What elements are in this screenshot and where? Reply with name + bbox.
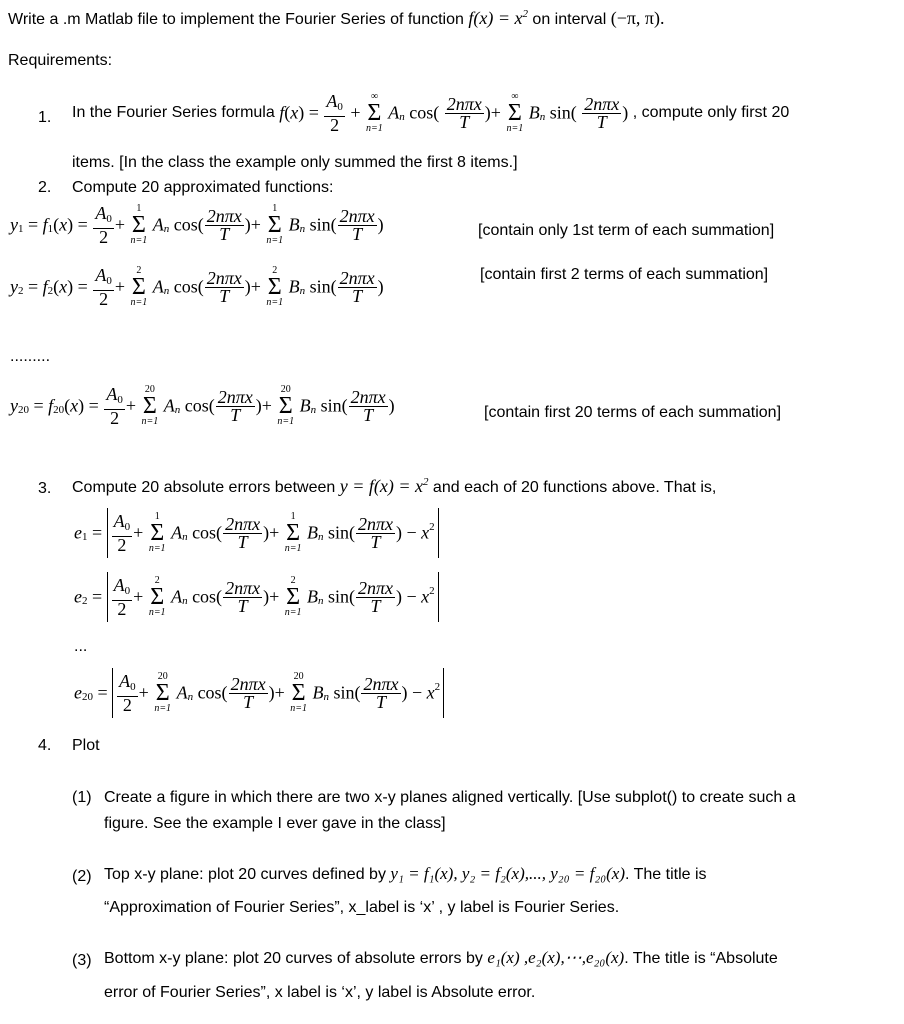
plot-step-3-line-1 bbox=[104, 948, 778, 968]
e-ellipsis: ... bbox=[74, 638, 88, 655]
item-1-text: In the Fourier Series formula bbox=[72, 103, 275, 121]
intro-text-2: on interval bbox=[532, 11, 607, 28]
plot-step-2-functions: y₁ = f₁(x), y₂ = f₂(x),..., y₂₀ = f₂₀(x) bbox=[390, 864, 626, 883]
y1-note: [contain only 1st term of each summation] bbox=[478, 222, 775, 239]
intro-line bbox=[8, 8, 665, 29]
sin-numerator: 2nπx bbox=[584, 93, 620, 114]
item-2-text: Compute 20 approximated functions: bbox=[72, 179, 334, 196]
e1-equation: $e_1$ = $\frac{A_0}{2}$ + 1 Σ n=1 $A_n$ cos( $\frac{\text{2nπx}}{T}$ )+ 1 Σ n=1 $B_n$ sin( $\frac{\text{2nπx}}{T}$ ) − $x^2$ bbox=[74, 508, 439, 558]
intro-text: Write a .m Matlab file to implement the Fourier Series of function bbox=[8, 11, 464, 28]
item-3-function: $y = f(x) = x^2$ bbox=[339, 476, 429, 496]
item-2-number: 2. bbox=[38, 179, 52, 196]
intro-interval: (−π, π). bbox=[610, 8, 665, 28]
sum-sin: ∞ Σ n=1 bbox=[506, 91, 524, 134]
sum-lower-2: n=1 bbox=[506, 123, 524, 134]
plot-step-2-line-1 bbox=[104, 864, 707, 884]
y1-sum-upper: 1 bbox=[136, 203, 142, 214]
plot-step-2-text: Top x-y plane: plot 20 curves defined by bbox=[104, 866, 386, 883]
plot-step-1-number: (1) bbox=[72, 789, 92, 806]
item-1-formula-line bbox=[72, 92, 789, 134]
item-4-number: 4. bbox=[38, 737, 52, 754]
plot-step-2-line-2: “Approximation of Fourier Series”, x_label is ‘x’ , y label is Fourier Series. bbox=[104, 899, 620, 916]
plot-step-3-number: (3) bbox=[72, 952, 92, 969]
y1-sum-upper-2: 1 bbox=[272, 203, 278, 214]
item-1-line-2: items. [In the class the example only summed the first 8 items.] bbox=[72, 154, 518, 171]
plot-step-1-line-2: figure. See the example I ever gave in the class] bbox=[104, 815, 446, 832]
y20-sum-upper-2: 20 bbox=[280, 384, 291, 395]
y20-note: [contain first 20 terms of each summation] bbox=[484, 404, 782, 421]
sum-cos: ∞ Σ n=1 bbox=[366, 91, 383, 134]
requirements-heading: Requirements: bbox=[8, 52, 113, 69]
plot-step-3-text: Bottom x-y plane: plot 20 curves of absolute errors by bbox=[104, 950, 483, 967]
y20-sum-upper: 20 bbox=[144, 384, 155, 395]
cos-numerator: 2nπx bbox=[446, 93, 482, 114]
intro-function bbox=[468, 8, 528, 28]
plot-step-2-tail: . The title is bbox=[625, 866, 707, 883]
item-3-tail: and each of 20 functions above. That is, bbox=[432, 479, 717, 496]
item-4-text: Plot bbox=[72, 737, 100, 754]
ellipsis-dots: ......... bbox=[10, 348, 51, 365]
item-1-number: 1. bbox=[38, 109, 52, 126]
sum-upper: ∞ bbox=[370, 91, 378, 102]
y2-equation: $y_2 = f_2(x)$ = $\frac{A_0}{2}$ + 2 Σ n=1 $A_n$ cos( $\frac{\text{2nπx}}{T}$ )+ 2 Σ n=1 $B_n$ sin( $\frac{\text{2nπx}}{T}$ ) bbox=[10, 264, 384, 309]
sum-upper-2: ∞ bbox=[511, 91, 519, 102]
y20-equation: $y_{20} = f_{20}(x)$ = $\frac{A_0}{2}$ + 20 Σ n=1 $A_n$ cos( $\frac{\text{2nπx}}{T}$ )+ 20 Σ n=1 $B_n$ sin( $\frac{\text{2nπx}}{T}$ ) bbox=[10, 383, 395, 428]
item-3-number: 3. bbox=[38, 480, 52, 497]
e2-equation: $e_2$ = $\frac{A_0}{2}$ + 2 Σ n=1 $A_n$ cos( $\frac{\text{2nπx}}{T}$ )+ 2 Σ n=1 $B_n$ sin( $\frac{\text{2nπx}}{T}$ ) − $x^2$ bbox=[74, 572, 439, 622]
item-3-text: Compute 20 absolute errors between bbox=[72, 479, 336, 496]
plot-step-1-line-1: Create a figure in which there are two x-y planes aligned vertically. [Use subplot() to create such a bbox=[104, 789, 796, 806]
plot-step-3-tail: . The title is “Absolute bbox=[624, 950, 778, 967]
a0-symbol: A bbox=[326, 90, 338, 111]
item-3-line bbox=[72, 476, 716, 497]
plot-step-3-line-2: error of Fourier Series”, x label is ‘x’, y label is Absolute error. bbox=[104, 984, 536, 1001]
intro-exp: 2 bbox=[522, 8, 528, 20]
item-3-fx: y = f(x) = x bbox=[339, 476, 423, 496]
cos-denominator: T bbox=[459, 111, 470, 132]
sum-lower: n=1 bbox=[366, 123, 383, 134]
intro-fx: f(x) = x bbox=[468, 8, 523, 28]
y2-note: [contain first 2 terms of each summation] bbox=[480, 266, 769, 283]
sin-denominator: T bbox=[596, 111, 607, 132]
plot-step-3-functions: e₁(x) ,e₂(x),⋯,e₂₀(x) bbox=[487, 948, 625, 967]
fourier-formula: f(x) = $\frac{A_0}{2}$ + ∞ Σ n=1 $A_n$ cos( $\frac{\text{2nπx}}{T}$ )+ ∞ Σ n=1 $B_n$ sin( $\frac{\text{2nπx}}{T}$ ) bbox=[279, 90, 629, 135]
item-1-tail: , compute only first 20 bbox=[632, 103, 790, 121]
a0-denominator: 2 bbox=[330, 114, 340, 135]
y1-equation: $y_1 = f_1(x)$ = $\frac{A_0}{2}$ + 1 Σ n=1 $A_n$ cos( $\frac{\text{2nπx}}{T}$ )+ 1 Σ n=1 $B_n$ sin( $\frac{\text{2nπx}}{T}$ ) bbox=[10, 202, 384, 247]
e20-equation: $e_{20}$ = $\frac{A_0}{2}$ + 20 Σ n=1 $A_n$ cos( $\frac{\text{2nπx}}{T}$ )+ 20 Σ n=1 $B_n$ sin( $\frac{\text{2nπx}}{T}$ ) − $x^2$ bbox=[74, 668, 444, 718]
plot-step-2-number: (2) bbox=[72, 868, 92, 885]
